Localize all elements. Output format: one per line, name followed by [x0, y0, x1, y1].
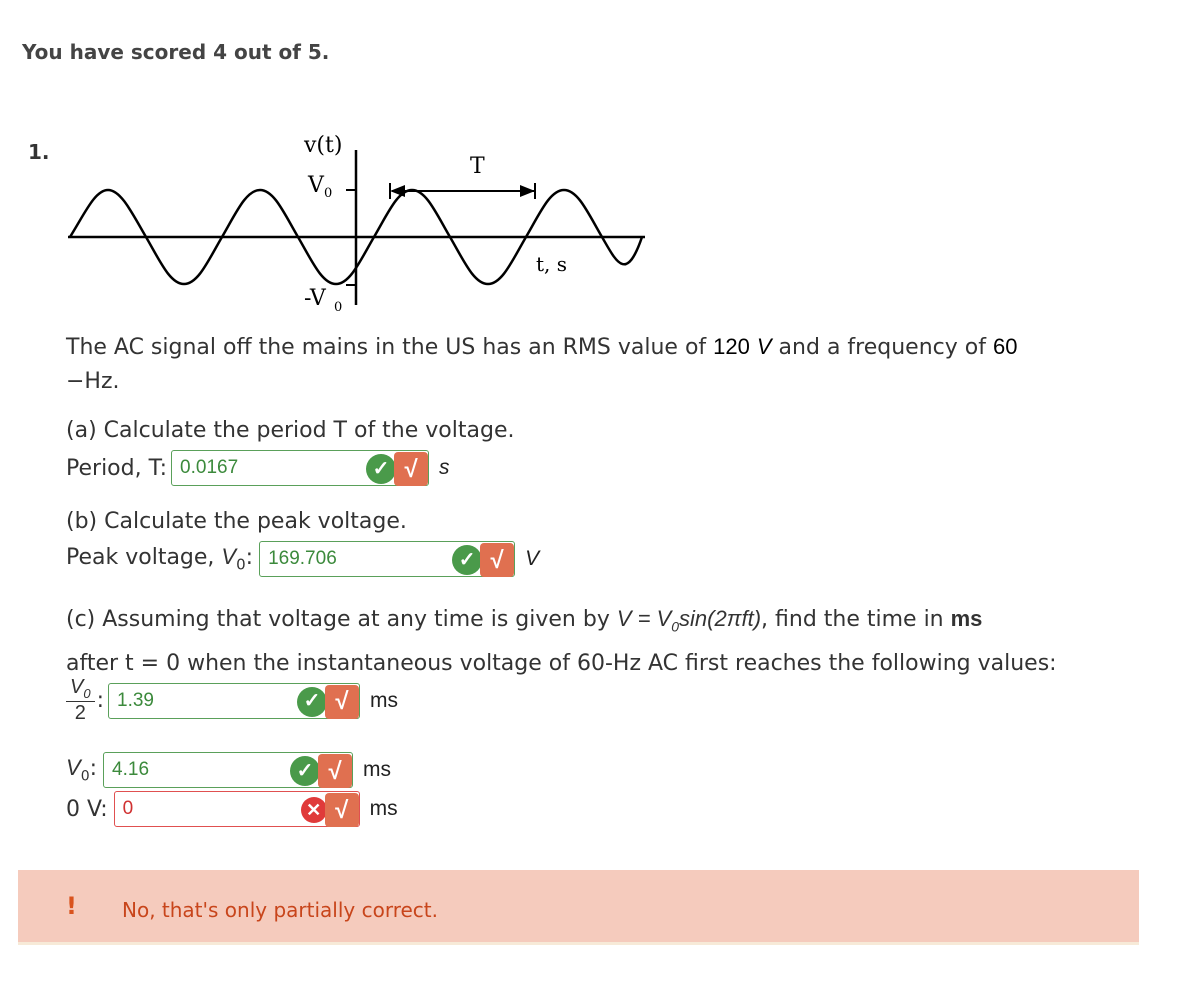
peak-time-unit: ms: [363, 758, 392, 781]
feedback-message: No, that's only partially correct.: [122, 898, 438, 922]
period-answer-field[interactable]: 0.0167 ✓ √: [171, 450, 429, 486]
question-prompt: The AC signal off the mains in the US has an RMS value of 120 V and a frequency of 60 −Hz.: [66, 334, 1018, 394]
score-summary: You have scored 4 out of 5.: [22, 40, 330, 64]
part-b-row: [66, 541, 539, 577]
peak-label: $V_0$:: [66, 755, 98, 785]
figure-label-v0: V: [308, 173, 324, 198]
sqrt-button-icon[interactable]: √: [480, 543, 514, 577]
sine-wave-figure: [60, 125, 660, 315]
part-a-question: (a) Calculate the period T of the voltage.: [66, 418, 515, 443]
sqrt-button-icon[interactable]: √: [325, 793, 359, 827]
half-peak-answer-field[interactable]: 1.39 ✓ √: [108, 683, 360, 719]
part-c-row-half-peak: $\frac{V_0}{2}$ : 1.39 ✓ √ ms: [66, 676, 398, 725]
half-peak-unit: ms: [370, 688, 398, 712]
feedback-banner: [18, 870, 1139, 945]
sqrt-button-icon[interactable]: √: [325, 685, 359, 719]
period-unit: s: [439, 456, 450, 479]
figure-label-time: t, s: [536, 252, 568, 276]
zero-volt-label: 0 V:: [66, 796, 108, 822]
peak-voltage-unit: V: [525, 547, 540, 570]
peak-voltage-label: Peak voltage, $V_0$:: [66, 544, 254, 574]
figure-label-vt: v(t): [304, 133, 343, 158]
correct-check-icon: ✓: [366, 454, 396, 484]
correct-check-icon: ✓: [290, 756, 320, 786]
svg-text:0: 0: [324, 186, 333, 201]
peak-time-answer-field[interactable]: 4.16 ✓ √: [103, 752, 353, 788]
zero-volt-unit: ms: [369, 797, 398, 820]
incorrect-cross-icon: ✕: [301, 797, 327, 823]
zero-volt-answer-field[interactable]: 0 ✕ √: [114, 791, 360, 827]
part-c-row-zero: [66, 791, 398, 827]
sqrt-button-icon[interactable]: √: [318, 754, 352, 788]
part-a-row: [66, 450, 450, 486]
half-peak-label: $\frac{V_0}{2}$: [66, 676, 95, 725]
warning-icon: !: [66, 892, 77, 920]
period-label: Period, T:: [66, 455, 168, 481]
figure-label-period: T: [470, 154, 485, 179]
correct-check-icon: ✓: [452, 545, 482, 575]
part-c-row-peak: [66, 752, 391, 788]
correct-check-icon: ✓: [297, 687, 327, 717]
peak-voltage-answer-field[interactable]: 169.706 ✓ √: [259, 541, 515, 577]
figure-label-neg-v0: -V: [304, 286, 326, 311]
question-number: 1.: [28, 140, 50, 164]
svg-text:0: 0: [334, 300, 343, 315]
part-c-question: (c) Assuming that voltage at any time is given by $V = V_0\sin(2\pi ft)$, find the time in ms after t = 0 when the instantaneous voltage of 60-Hz AC first reaches the following values:: [66, 606, 1057, 677]
part-b-question: (b) Calculate the peak voltage.: [66, 509, 407, 534]
sqrt-button-icon[interactable]: √: [394, 452, 428, 486]
